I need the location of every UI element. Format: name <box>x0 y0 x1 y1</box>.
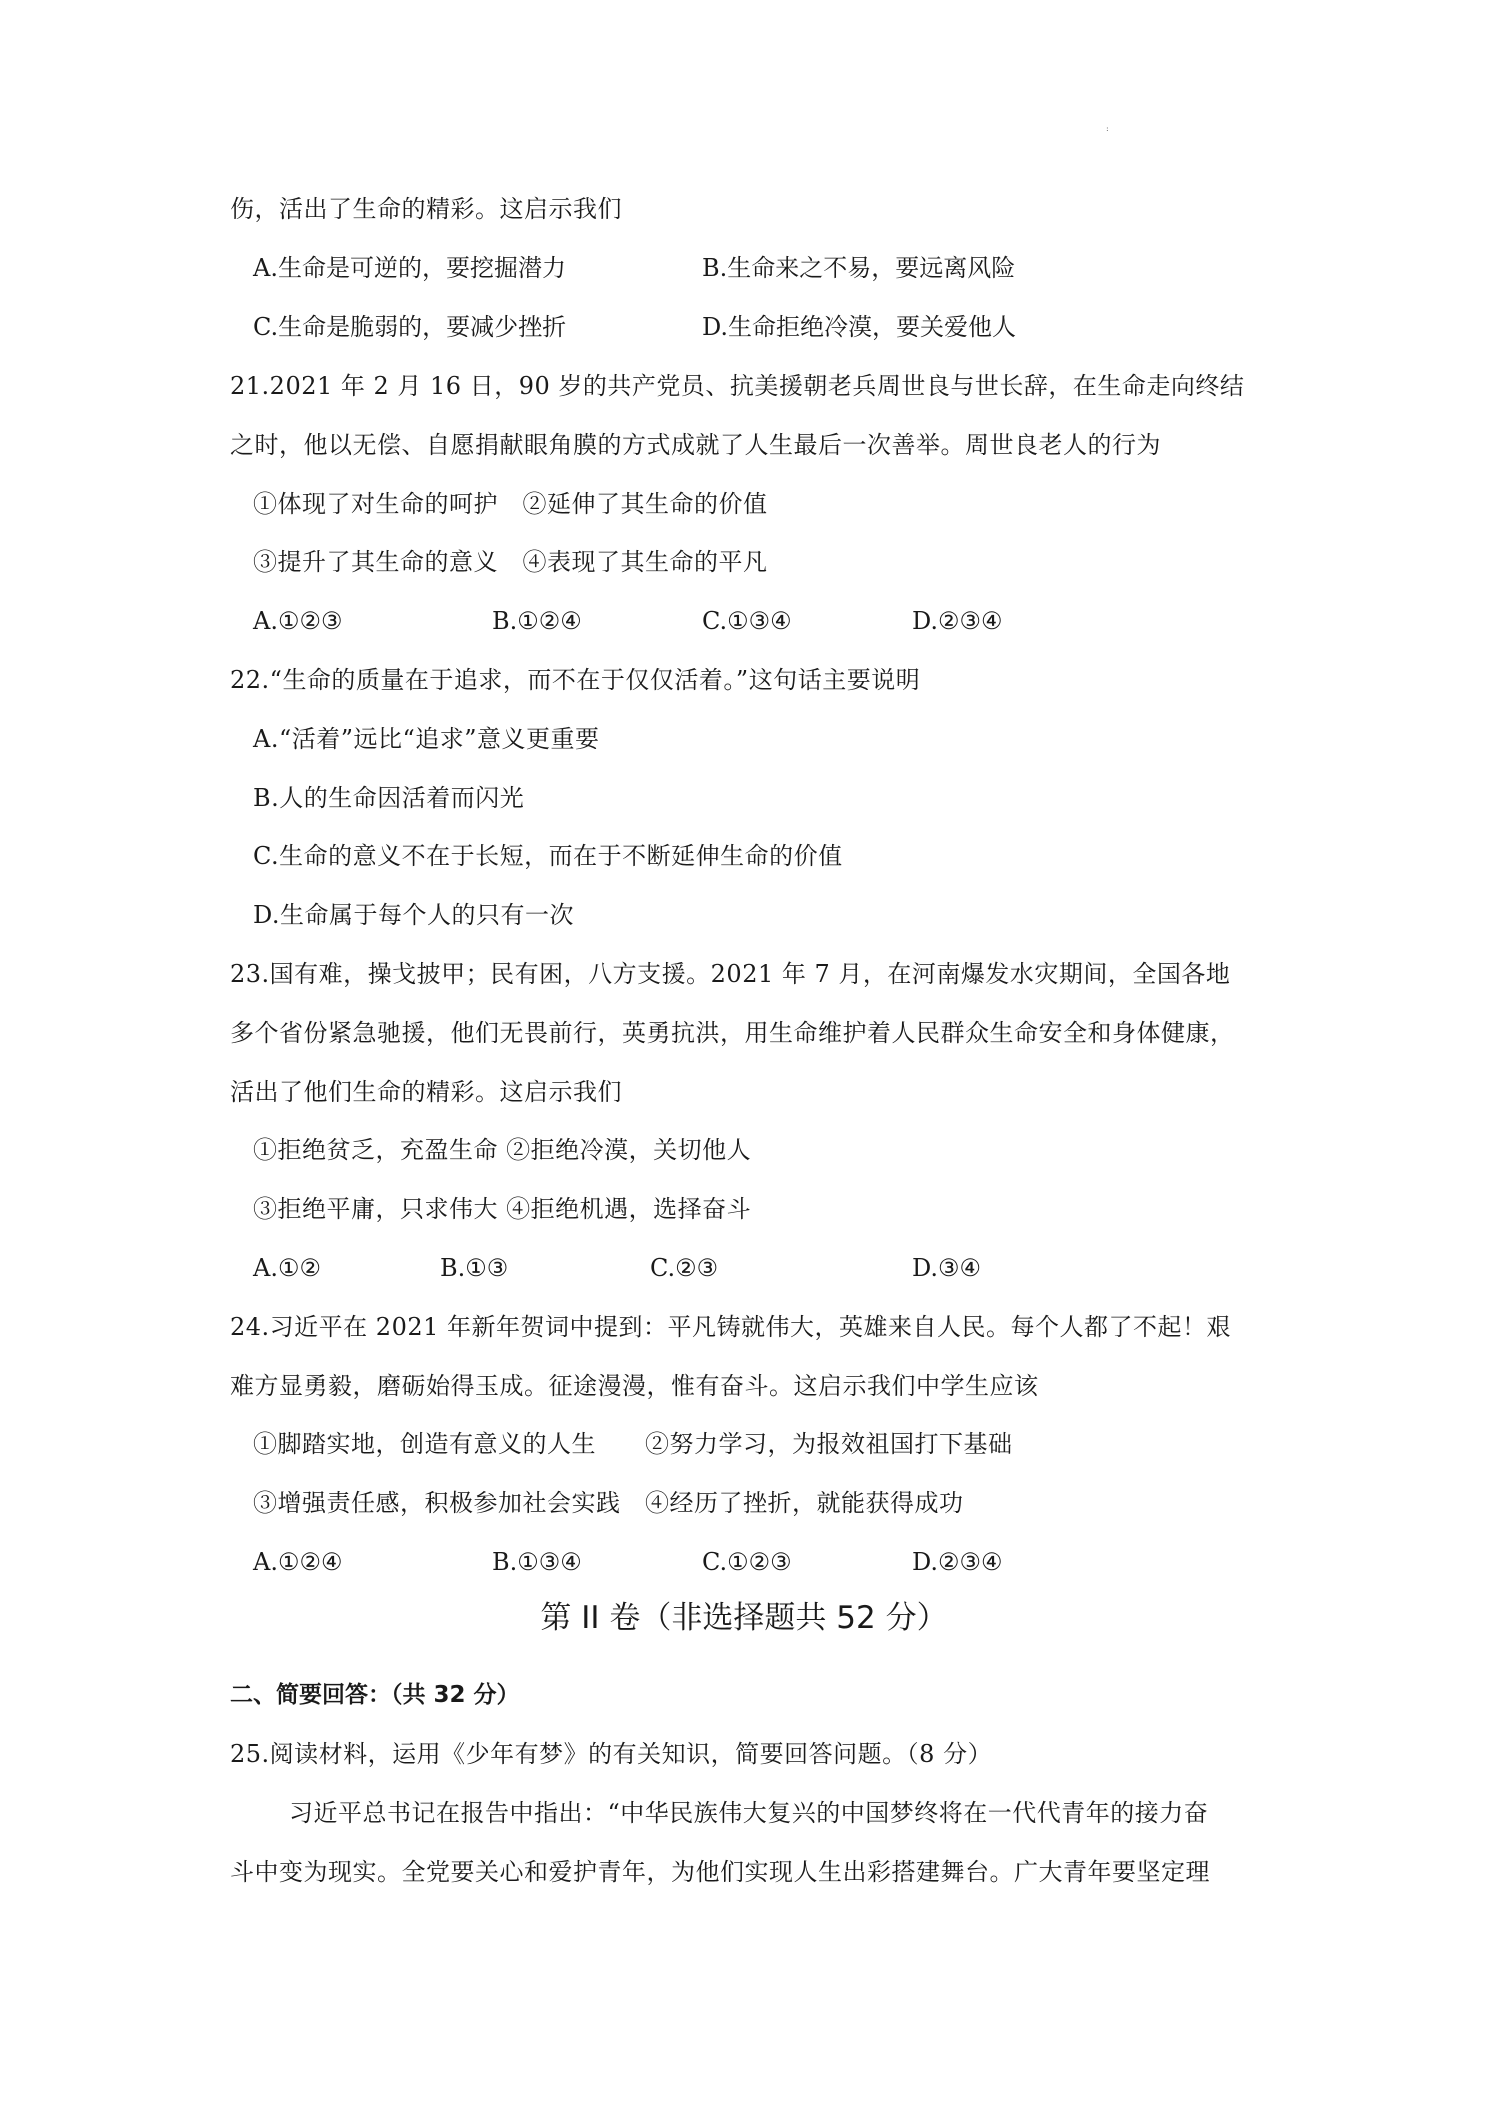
q24-option-c: C.①②③ <box>702 1548 792 1576</box>
q23-stem-line3: 活出了他们生命的精彩。这启示我们 <box>230 1078 622 1106</box>
q23-option-c: C.②③ <box>650 1254 719 1282</box>
q22-option-a: A.“活着”远比“追求”意义更重要 <box>253 725 600 753</box>
q24-option-d: D.②③④ <box>912 1548 1003 1576</box>
q21-option-b: B.①②④ <box>492 607 582 635</box>
q23-statements-2: ③拒绝平庸，只求伟大 ④拒绝机遇，选择奋斗 <box>253 1195 752 1223</box>
section-heading: 二、简要回答：（共 32 分） <box>230 1682 520 1708</box>
q24-stem-line2: 难方显勇毅，磨砺始得玉成。征途漫漫，惟有奋斗。这启示我们中学生应该 <box>230 1372 1039 1400</box>
q23-option-a: A.①② <box>253 1254 321 1282</box>
q21-option-c: C.①③④ <box>702 607 792 635</box>
q21-statements-1: ①体现了对生命的呵护 ②延伸了其生命的价值 <box>253 490 768 518</box>
q20-option-b: B.生命来之不易，要远离风险 <box>702 254 1016 282</box>
q23-stem-line1: 23.国有难，操戈披甲；民有困，八方支援。2021 年 7 月，在河南爆发水灾期间，全国各地 <box>230 960 1231 988</box>
q23-option-d: D.③④ <box>912 1254 982 1282</box>
q24-statements-2: ③增强责任感，积极参加社会实践 ④经历了挫折，就能获得成功 <box>253 1489 964 1517</box>
q25-material-line1: 习近平总书记在报告中指出：“中华民族伟大复兴的中国梦终将在一代代青年的接力奋 <box>289 1799 1209 1827</box>
q22-option-d: D.生命属于每个人的只有一次 <box>253 901 575 929</box>
part-two-title: 第 II 卷（非选择题共 52 分） <box>540 1600 948 1636</box>
q24-option-a: A.①②④ <box>253 1548 343 1576</box>
q24-statements-1: ①脚踏实地，创造有意义的人生 ②努力学习，为报效祖国打下基础 <box>253 1430 1013 1458</box>
q20-option-d: D.生命拒绝冷漠，要关爱他人 <box>702 313 1017 341</box>
q23-option-b: B.①③ <box>440 1254 509 1282</box>
q21-option-a: A.①②③ <box>253 607 343 635</box>
corner-mark: : <box>1106 124 1109 133</box>
q21-statements-2: ③提升了其生命的意义 ④表现了其生命的平凡 <box>253 548 768 576</box>
q22-option-b: B.人的生命因活着而闪光 <box>253 784 525 812</box>
q22-stem: 22.“生命的质量在于追求，而不在于仅仅活着。”这句话主要说明 <box>230 666 921 694</box>
q20-option-a: A.生命是可逆的，要挖掘潜力 <box>253 254 566 282</box>
q22-option-c: C.生命的意义不在于长短，而在于不断延伸生命的价值 <box>253 842 843 870</box>
q21-stem-line1: 21.2021 年 2 月 16 日，90 岁的共产党员、抗美援朝老兵周世良与世长辞，在生命走向终结 <box>230 372 1245 400</box>
q25-stem: 25.阅读材料，运用《少年有梦》的有关知识，简要回答问题。（8 分） <box>230 1740 993 1768</box>
q21-option-d: D.②③④ <box>912 607 1003 635</box>
q20-option-c: C.生命是脆弱的，要减少挫折 <box>253 313 567 341</box>
q20-stem-tail: 伤，活出了生命的精彩。这启示我们 <box>230 195 622 223</box>
q24-option-b: B.①③④ <box>492 1548 582 1576</box>
q25-material-line2: 斗中变为现实。全党要关心和爱护青年，为他们实现人生出彩搭建舞台。广大青年要坚定理 <box>230 1858 1210 1886</box>
q23-statements-1: ①拒绝贫乏，充盈生命 ②拒绝冷漠，关切他人 <box>253 1136 752 1164</box>
q23-stem-line2: 多个省份紧急驰援，他们无畏前行，英勇抗洪，用生命维护着人民群众生命安全和身体健康， <box>230 1019 1235 1047</box>
q21-stem-line2: 之时，他以无偿、自愿捐献眼角膜的方式成就了人生最后一次善举。周世良老人的行为 <box>230 431 1161 459</box>
q24-stem-line1: 24.习近平在 2021 年新年贺词中提到：平凡铸就伟大，英雄来自人民。每个人都了不起！艰 <box>230 1313 1232 1341</box>
